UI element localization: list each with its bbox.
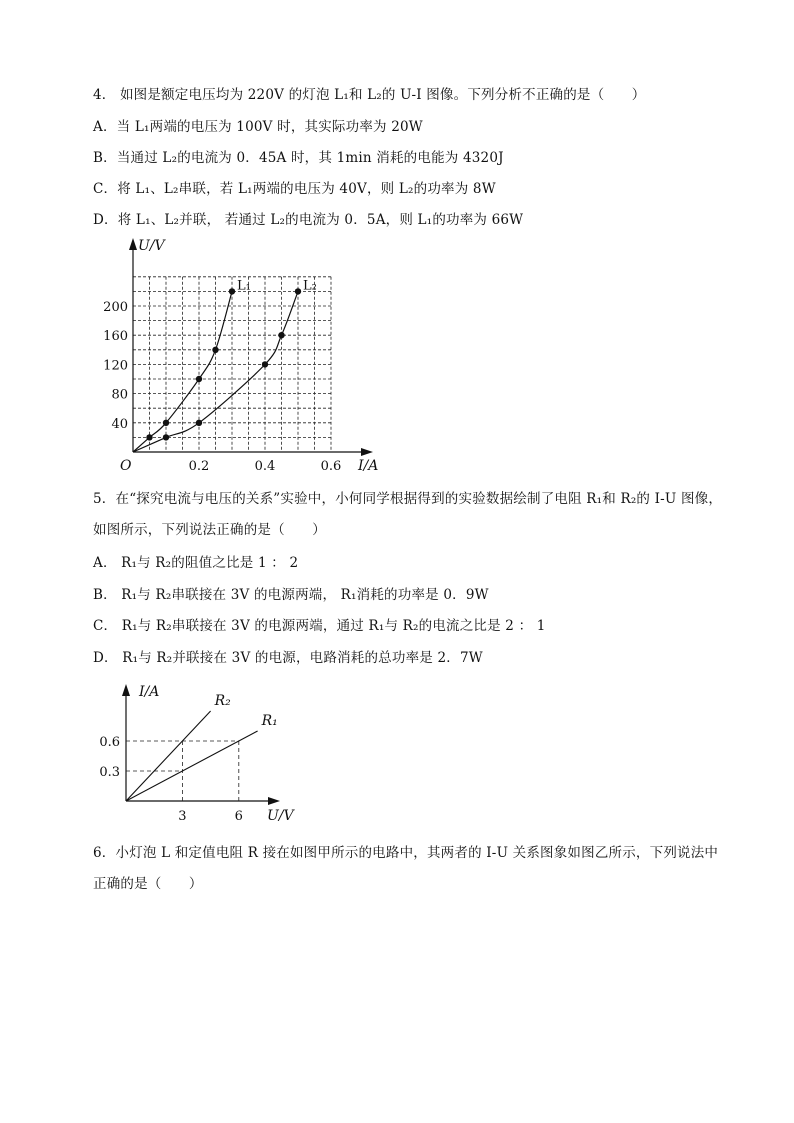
q6-stem: 6．小灯泡 L 和定值电阻 R 接在如图甲所示的电路中，其两者的 I-U 关系图象如图乙所示，下列说法中正确的是（ ） — [93, 845, 719, 892]
origin-label: O — [120, 458, 132, 474]
x-axis-label: U/V — [267, 808, 294, 824]
y-tick-label: 40 — [111, 416, 128, 432]
q4-option-a: A．当 L₁两端的电压为 100V 时，其实际功率为 20W — [93, 119, 423, 135]
y-tick-label: 120 — [103, 358, 128, 374]
x-tick-label: 6 — [234, 809, 243, 824]
q5-option-c: C． R₁与 R₂串联接在 3V 的电源两端，通过 R₁与 R₂的电流之比是 2 ： 1 — [93, 618, 546, 634]
series-label-2: L₂ — [303, 278, 317, 294]
x-tick-label: 0.6 — [320, 459, 342, 474]
x-tick-label: 0.4 — [254, 459, 276, 474]
q4-option-d: D．将 L₁、L₂并联， 若通过 L₂的电流为 0．5A，则 L₁的功率为 66W — [93, 212, 524, 228]
series-line-1 — [126, 711, 211, 801]
series-line-2 — [126, 731, 258, 801]
series-label-2: R₁ — [261, 713, 278, 729]
x-axis-arrow — [268, 797, 280, 805]
y-axis-arrow — [122, 684, 130, 696]
q5-stem: 5．在“探究电流与电压的关系”实验中，小何同学根据得到的实验数据绘制了电阻 R₁和 R₂的 I-U 图像，如图所示，下列说法正确的是（ ） — [93, 491, 723, 538]
y-tick-label: 80 — [111, 387, 128, 403]
q5-option-b: B． R₁与 R₂串联接在 3V 的电源两端， R₁消耗的功率是 0．9W — [93, 587, 489, 603]
y-tick-label: 0.3 — [99, 765, 120, 780]
y-tick-label: 200 — [103, 300, 128, 315]
y-tick-label: 0.6 — [99, 735, 120, 750]
y-axis-label: U/V — [138, 238, 165, 254]
y-tick-label: 160 — [103, 329, 128, 345]
series-label-1: L₁ — [237, 278, 251, 294]
x-tick-label: 3 — [178, 809, 187, 824]
q5-option-a: A． R₁与 R₂的阻值之比是 1 ： 2 — [93, 555, 299, 571]
q4-stem: 4． 如图是额定电压均为 220V 的灯泡 L₁和 L₂的 U-I 图像。下列分析不正确的是（ ） — [93, 87, 646, 103]
q4-option-c: C．将 L₁、L₂串联，若 L₁两端的电压为 40V，则 L₂的功率为 8W — [93, 181, 496, 197]
q4-option-b: B．当通过 L₂的电流为 0．45A 时，其 1min 消耗的电能为 4320J — [93, 150, 504, 166]
series-label-1: R₂ — [214, 693, 231, 709]
x-tick-label: 0.2 — [188, 459, 210, 474]
x-axis-label: I/A — [358, 458, 379, 474]
q5-option-d: D． R₁与 R₂并联接在 3V 的电源，电路消耗的总功率是 2．7W — [93, 650, 483, 666]
y-axis-label: I/A — [139, 684, 160, 700]
